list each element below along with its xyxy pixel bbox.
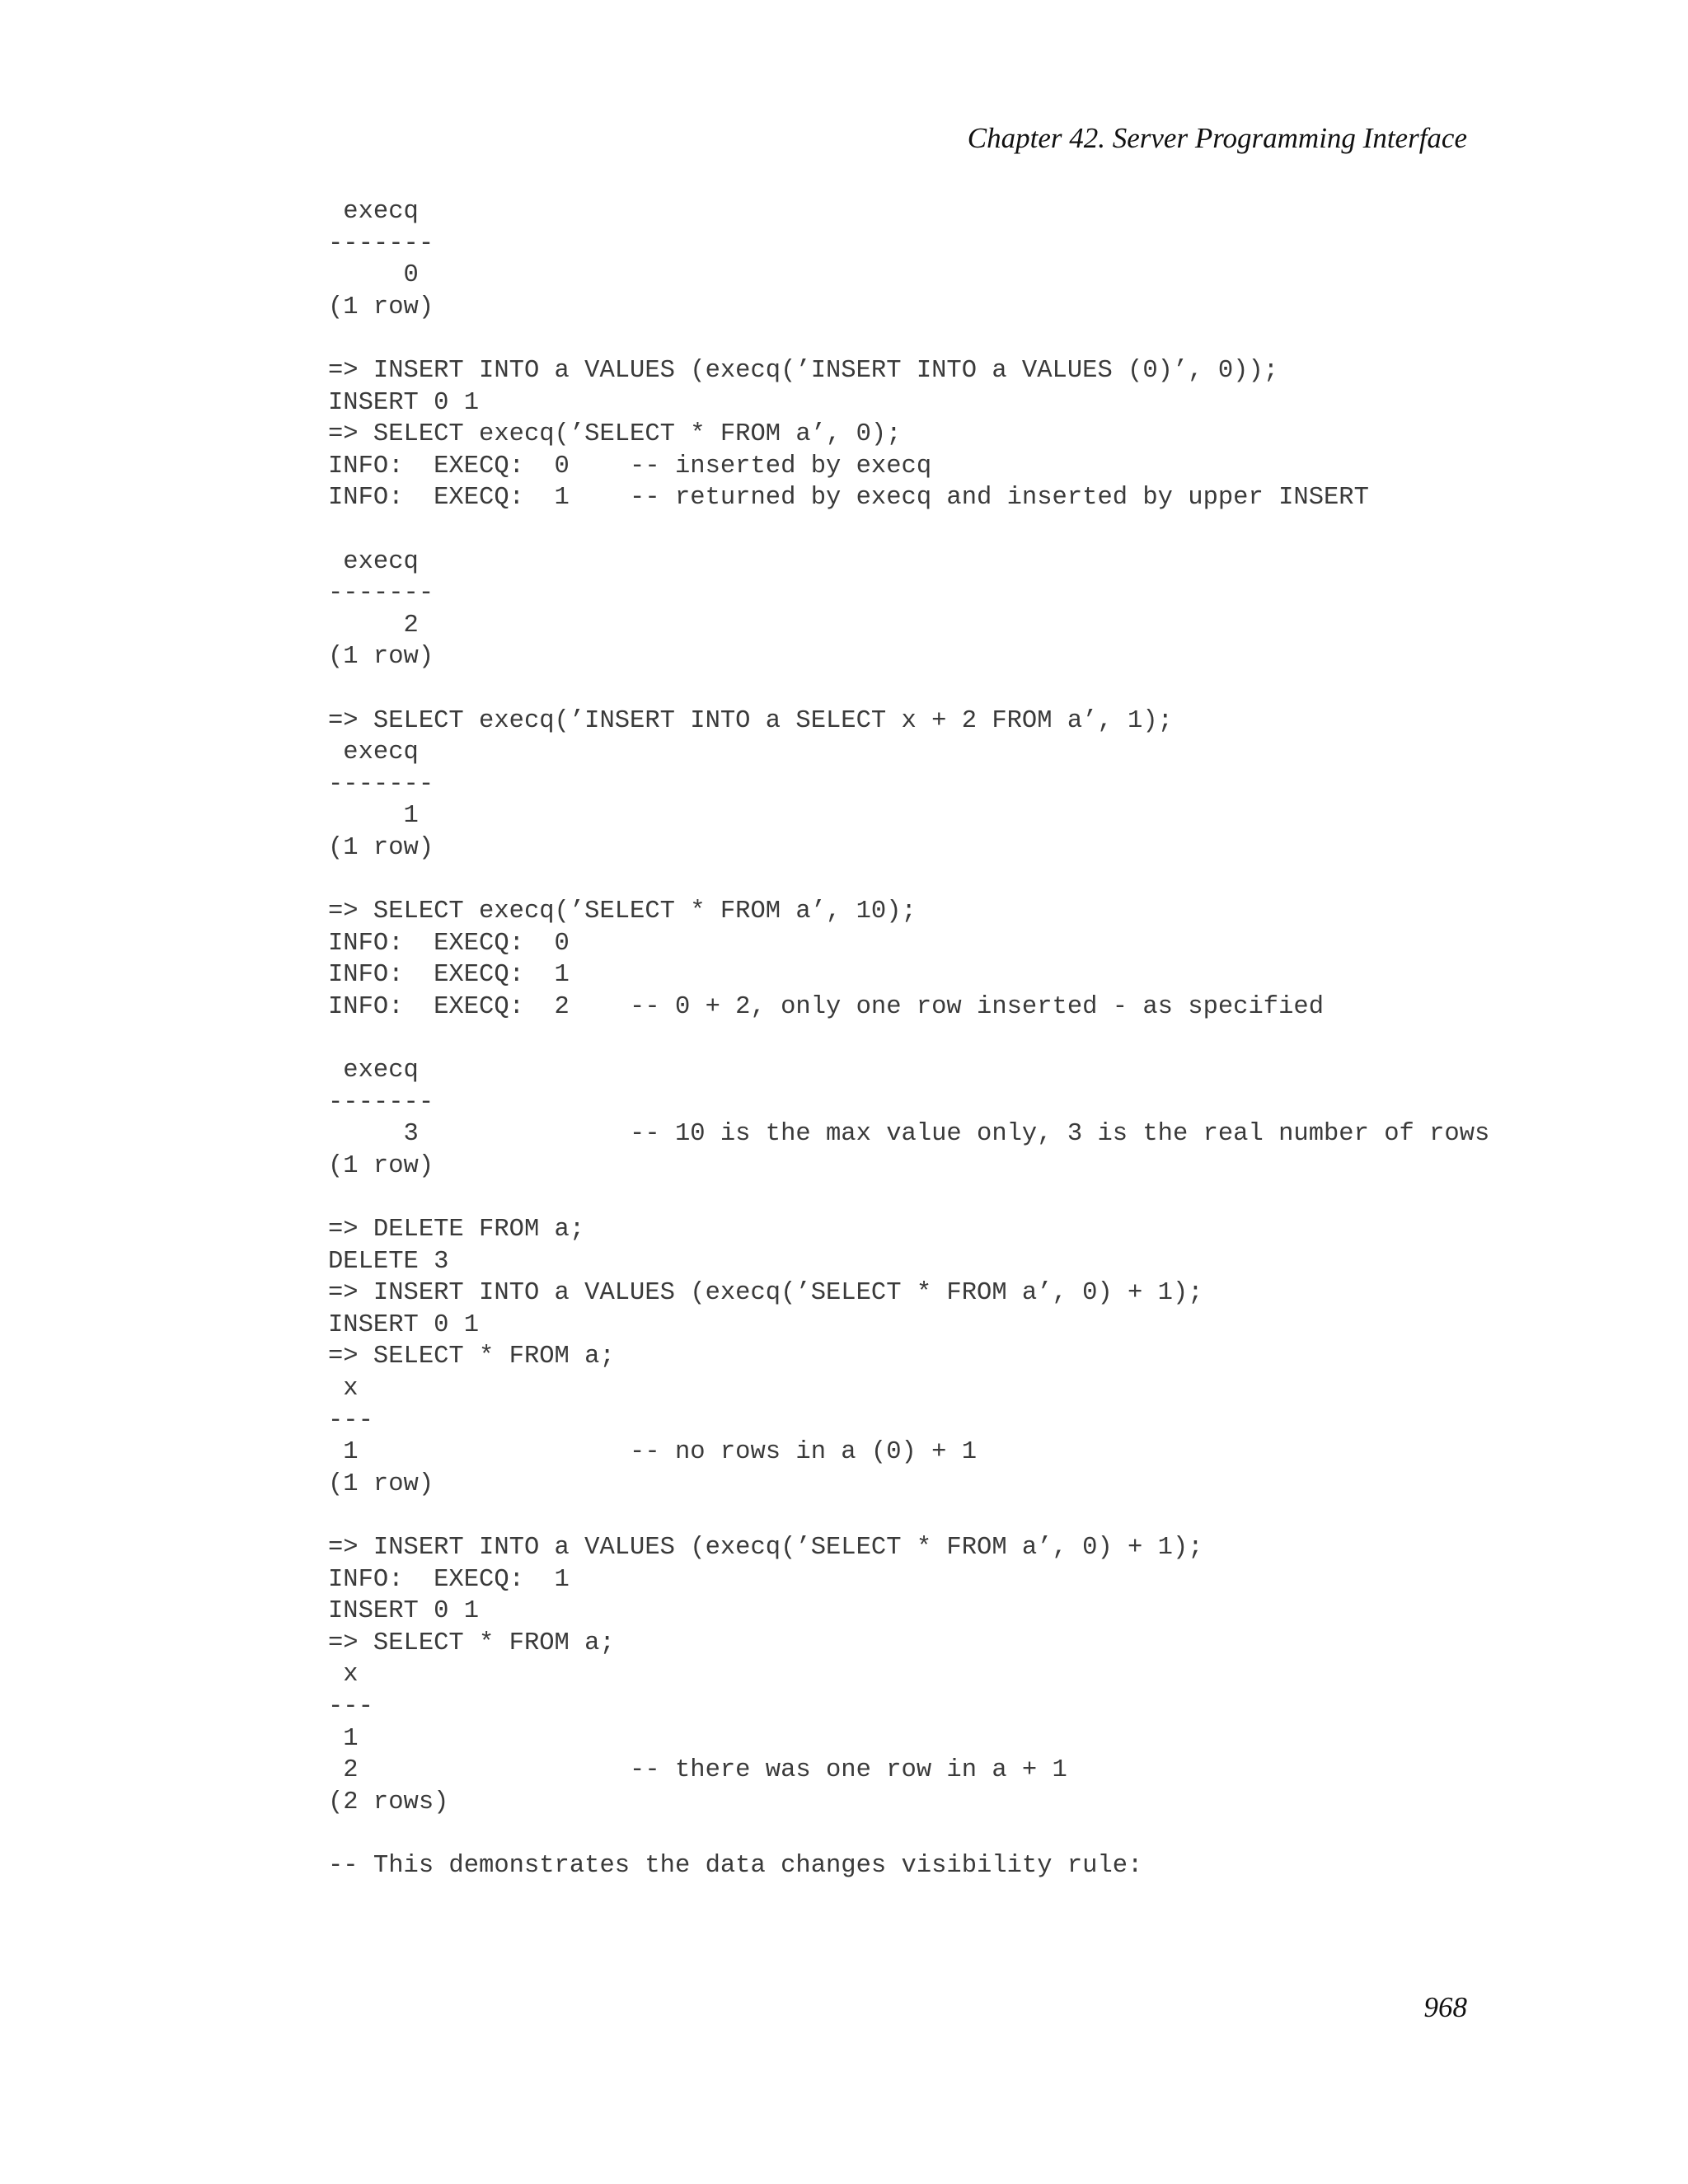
code-line: execq bbox=[328, 1057, 419, 1085]
code-line: => SELECT execq(’INSERT INTO a SELECT x + 2 FROM a’, 1); bbox=[328, 706, 1173, 735]
code-line: => SELECT execq(’SELECT * FROM a’, 0); bbox=[328, 420, 902, 449]
code-line: 2 bbox=[328, 611, 419, 640]
code-line: execq bbox=[328, 198, 419, 226]
code-line: => INSERT INTO a VALUES (execq(’SELECT * FROM a’, 0) + 1); bbox=[328, 1279, 1203, 1308]
code-line: --- bbox=[328, 1692, 373, 1721]
code-line: => SELECT * FROM a; bbox=[328, 1343, 615, 1371]
code-line: (1 row) bbox=[328, 293, 434, 321]
code-line: 0 bbox=[328, 261, 419, 290]
code-line: => INSERT INTO a VALUES (execq(’SELECT * FROM a’, 0) + 1); bbox=[328, 1533, 1203, 1562]
code-line: INFO: EXECQ: 0 -- inserted by execq bbox=[328, 452, 932, 480]
code-line bbox=[328, 864, 1489, 896]
code-line: (1 row) bbox=[328, 1469, 434, 1498]
code-line: INFO: EXECQ: 1 bbox=[328, 1565, 570, 1594]
code-line: execq bbox=[328, 738, 419, 767]
code-line: (1 row) bbox=[328, 833, 434, 862]
code-line: INFO: EXECQ: 1 bbox=[328, 961, 570, 990]
code-line: --- bbox=[328, 1406, 373, 1435]
code-line bbox=[328, 1818, 1489, 1850]
code-line: execq bbox=[328, 547, 419, 576]
code-line: (1 row) bbox=[328, 1151, 434, 1180]
code-line bbox=[328, 1023, 1489, 1055]
code-line: INSERT 0 1 bbox=[328, 388, 480, 417]
page-number: 968 bbox=[1423, 1991, 1467, 2023]
code-line: => SELECT execq(’SELECT * FROM a’, 10); bbox=[328, 898, 917, 926]
code-line: 1 bbox=[328, 1724, 359, 1753]
chapter-header: Chapter 42. Server Programming Interface bbox=[967, 122, 1467, 154]
code-line: INFO: EXECQ: 0 bbox=[328, 929, 570, 958]
code-line: x bbox=[328, 1661, 359, 1690]
code-listing bbox=[328, 196, 1489, 1882]
code-line: INFO: EXECQ: 1 -- returned by execq and inserted by upper INSERT bbox=[328, 484, 1369, 513]
code-line: DELETE 3 bbox=[328, 1247, 449, 1276]
code-line bbox=[328, 673, 1489, 705]
code-line: => SELECT * FROM a; bbox=[328, 1629, 615, 1657]
code-line: (2 rows) bbox=[328, 1788, 449, 1816]
code-line: -- This demonstrates the data changes visibility rule: bbox=[328, 1851, 1143, 1880]
code-line: 1 -- no rows in a (0) + 1 bbox=[328, 1438, 978, 1467]
code-line: => DELETE FROM a; bbox=[328, 1216, 585, 1244]
code-line: INSERT 0 1 bbox=[328, 1597, 480, 1626]
code-line: ------- bbox=[328, 579, 434, 608]
code-line: (1 row) bbox=[328, 643, 434, 672]
code-line: ------- bbox=[328, 1088, 434, 1117]
code-line: 1 bbox=[328, 802, 419, 831]
code-line: x bbox=[328, 1374, 359, 1403]
code-line bbox=[328, 1182, 1489, 1214]
code-line: INSERT 0 1 bbox=[328, 1310, 480, 1339]
code-line bbox=[328, 514, 1489, 546]
code-line: INFO: EXECQ: 2 -- 0 + 2, only one row inserted - as specified bbox=[328, 992, 1324, 1021]
code-line: ------- bbox=[328, 229, 434, 258]
code-line bbox=[328, 1500, 1489, 1532]
code-line: ------- bbox=[328, 770, 434, 799]
code-line: => INSERT INTO a VALUES (execq(’INSERT INTO a VALUES (0)’, 0)); bbox=[328, 356, 1279, 385]
code-line bbox=[328, 323, 1489, 355]
code-line: 3 -- 10 is the max value only, 3 is the real number of rows bbox=[328, 1120, 1490, 1149]
code-line: 2 -- there was one row in a + 1 bbox=[328, 1756, 1067, 1785]
